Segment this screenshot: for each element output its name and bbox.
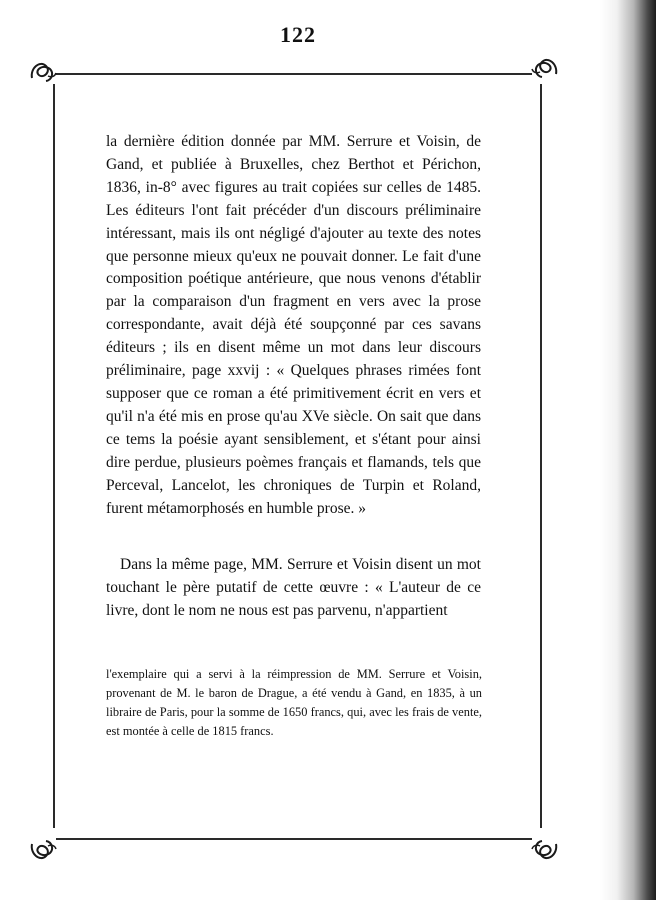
frame-top-rule — [56, 73, 532, 75]
frame-bottom-rule — [56, 838, 532, 840]
frame-right-rule — [540, 84, 542, 828]
page-edge-shadow — [600, 0, 656, 900]
frame-left-rule — [53, 84, 55, 828]
footnote: l'exemplaire qui a servi à la réimpression de MM. Serrure et Voisin, provenant de M. le baron de Drague, a été vendu à Gand, en 1835, à un libraire de Paris, pour la somme de 1650 francs, qui, avec les frais de vente, est montée à celle de 1815 francs. — [106, 667, 482, 738]
paragraph: la dernière édition donnée par MM. Serrure et Voisin, de Gand, et publiée à Bruxelles, chez Berthot et Périchon, 1836, in-8° avec figures au trait copiées sur celles de 1485. Les éditeurs l'ont fait précéder d'un discours préliminaire intéressant, mais ils ont négligé d'ajouter au texte des notes que personne mieux qu'eux ne pouvait donner. Le fait d'une composition poétique antérieure, que nous venons d'établir par la comparaison d'un fragment en vers avec la prose correspondante, avait déjà été soupçonné par ces savans éditeurs ; ils en disent même un mot dans leur discours préliminaire, page xxvij : « Quelques phrases rimées font supposer que ce roman a été primitivement écrit en vers et qu'il n'a été mis en prose qu'au XVe siècle. On sait que dans ce tems la poésie ayant sensiblement, et s'étant pour ainsi dire perdue, plusieurs poèmes français et flamands, tels que Perceval, Lancelot, les chroniques de Turpin et Roland, furent métamorphosés en humble prose. » — [106, 133, 481, 517]
flourish-icon — [28, 56, 58, 86]
paragraph: Dans la même page, MM. Serrure et Voisin disent un mot touchant le père putatif de cette œuvre : « L'auteur de ce livre, dont le nom ne nous est pas parvenu, n'appartient — [106, 556, 481, 620]
page-number: 122 — [280, 22, 316, 47]
main-text — [106, 131, 481, 623]
flourish-icon — [530, 52, 560, 82]
flourish-icon — [28, 836, 58, 866]
flourish-icon — [530, 836, 560, 866]
